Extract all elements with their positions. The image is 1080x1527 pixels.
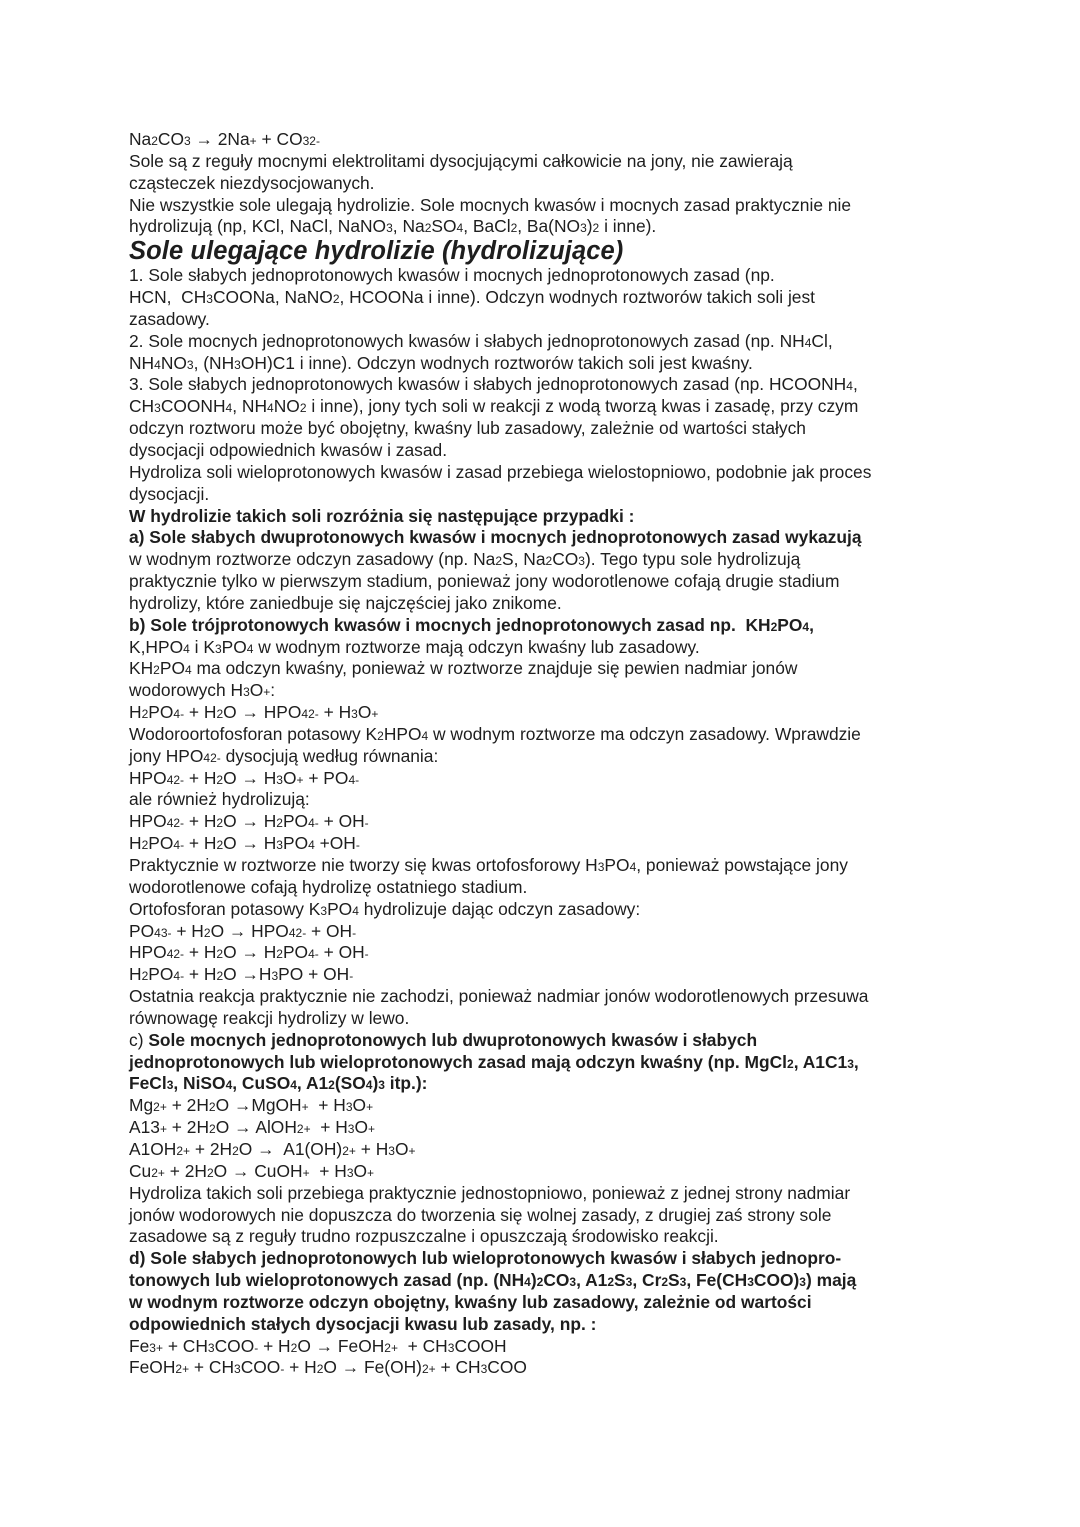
text-line: Cu2+ + 2H2O → CuOH+ + H3O+	[129, 1160, 375, 1181]
text-line: wodorotlenowe cofają hydrolizę ostatniego stadium.	[129, 876, 528, 897]
text-line: 1. Sole słabych jednoprotonowych kwasów i mocnych jednoprotonowych zasad (np.	[129, 265, 775, 286]
text-line: Praktycznie w roztworze nie tworzy się kwas ortofosforowy H3PO4, ponieważ powstające jony	[129, 855, 848, 875]
text-line: Ortofosforan potasowy K3PO4 hydrolizuje dając odczyn zasadowy:	[129, 898, 641, 919]
text-line: w wodnym roztworze odczyn zasadowy (np. Na2S, Na2CO3). Tego typu sole hydrolizują	[129, 549, 801, 570]
text-line: HPO42- + H2O → H3O+ + PO4-	[129, 767, 360, 788]
text-line: W hydrolizie takich soli rozróżnia się następujące przypadki :	[129, 505, 635, 526]
text-line: Mg2+ + 2H2O →MgOH+ + H3O+	[129, 1095, 374, 1116]
text-line: Sole są z reguły mocnymi elektrolitami dysocjującymi całkowicie na jony, nie zawierają	[129, 150, 793, 171]
document-body	[129, 129, 959, 1379]
text-line: dysocjacji odpowiednich kwasów i zasad.	[129, 439, 448, 460]
text-line: a) Sole słabych dwuprotonowych kwasów i mocnych jednoprotonowych zasad wykazują	[129, 527, 862, 548]
text-line: FeCl3, NiSO4, CuSO4, A12(SO4)3 itp.):	[129, 1073, 428, 1094]
text-line: praktycznie tylko w pierwszym stadium, ponieważ jony wodorotlenowe cofają drugie stadium	[129, 571, 840, 592]
text-line: b) Sole trójprotonowych kwasów i mocnych jednoprotonowych zasad np. KH2PO4,	[129, 614, 814, 635]
text-line: tonowych lub wieloprotonowych zasad (np. (NH4)2CO3, A12S3, Cr2S3, Fe(CH3COO)3) mają	[129, 1270, 857, 1291]
text-line: jonów wodorowych nie dopuszcza do tworzenia się wolnej zasady, z drugiej zaś strony sole	[129, 1204, 832, 1225]
text-line: 2. Sole mocnych jednoprotonowych kwasów i słabych jednoprotonowych zasad (np. NH4Cl,	[129, 330, 833, 351]
text-line: odpowiednich stałych dysocjacji kwasu lub zasady, np. :	[129, 1313, 597, 1334]
text-line: A13+ + 2H2O → AlOH2+ + H3O+	[129, 1117, 376, 1138]
text-line: HCN, CH3COONa, NaNO2, HCOONa i inne). Odczyn wodnych roztworów takich soli jest	[129, 287, 816, 308]
text-line: H2PO4- + H2O → H3PO4 +OH-	[129, 833, 360, 854]
text-line: jednoprotonowych lub wieloprotonowych zasad mają odczyn kwaśny (np. MgCl2, A1C13,	[129, 1051, 859, 1072]
text-line: Nie wszystkie sole ulegają hydrolizie. Sole mocnych kwasów i mocnych zasad praktycznie nie	[129, 194, 852, 215]
text-line: ale również hydrolizują:	[129, 789, 310, 810]
text-line: H2PO4- + H2O → HPO42- + H3O+	[129, 702, 379, 723]
text-line: Fe3+ + CH3COO- + H2O → FeOH2+ + CH3COOH	[129, 1335, 507, 1356]
text-line: Hydroliza soli wieloprotonowych kwasów i zasad przebiega wielostopniowo, podobnie jak proces	[129, 461, 872, 482]
text-line: wodorowych H3O+:	[129, 680, 276, 701]
text-line: hydrolizują (np, KCl, NaCl, NaNO3, Na2SO4, BaCl2, Ba(NO3)2 i inne).	[129, 216, 657, 237]
text-line: hydrolizy, które zaniedbuje się najczęściej jako znikome.	[129, 592, 562, 613]
text-line: CH3COONH4, NH4NO2 i inne), jony tych soli w reakcji z wodą tworzą kwas i zasadę, przy czym	[129, 396, 859, 417]
text-line: FeOH2+ + CH3COO- + H2O → Fe(OH)2+ + CH3COO	[129, 1357, 527, 1378]
text-line: H2PO4- + H2O →H3PO + OH-	[129, 964, 354, 985]
text-line: Na2CO3 → 2Na+ + CO32-	[129, 129, 320, 149]
text-line: Ostatnia reakcja praktycznie nie zachodzi, ponieważ nadmiar jonów wodorotlenowych przesuwa	[129, 986, 869, 1007]
text-line: HPO42- + H2O → H2PO4- + OH-	[129, 811, 369, 832]
text-line: cząsteczek niezdysocjowanych.	[129, 172, 375, 193]
text-line: dysocjacji.	[129, 483, 210, 504]
text-line: K,HPO4 i K3PO4 w wodnym roztworze mają odczyn kwaśny lub zasadowy.	[129, 636, 700, 657]
text-line: odczyn roztworu może być obojętny, kwaśny lub zasadowy, zależnie od wartości stałych	[129, 418, 806, 439]
text-line: A1OH2+ + 2H2O → A1(OH)2+ + H3O+	[129, 1138, 416, 1159]
text-line: równowagę reakcji hydrolizy w lewo.	[129, 1007, 410, 1028]
text-line: 3. Sole słabych jednoprotonowych kwasów i słabych jednoprotonowych zasad (np. HCOONH4,	[129, 374, 858, 395]
text-line: HPO42- + H2O → H2PO4- + OH-	[129, 942, 369, 963]
text-line: zasadowe są z reguły trudno rozpuszczalne i opuszczają środowisko reakcji.	[129, 1226, 719, 1247]
text-line: NH4NO3, (NH3OH)C1 i inne). Odczyn wodnych roztworów takich soli jest kwaśny.	[129, 352, 753, 373]
text-line: PO43- + H2O → HPO42- + OH-	[129, 920, 357, 941]
text-line: KH2PO4 ma odczyn kwaśny, ponieważ w roztworze znajduje się pewien nadmiar jonów	[129, 658, 798, 679]
text-line: Wodoroortofosforan potasowy K2HPO4 w wodnym roztworze ma odczyn zasadowy. Wprawdzie	[129, 723, 861, 744]
text-line: zasadowy.	[129, 308, 210, 329]
text-line: c) Sole mocnych jednoprotonowych lub dwuprotonowych kwasów i słabych	[129, 1029, 758, 1050]
text-line: jony HPO42- dysocjują według równania:	[129, 745, 439, 766]
text-line: w wodnym roztworze odczyn obojętny, kwaśny lub zasadowy, zależnie od wartości	[129, 1291, 812, 1312]
text-line: d) Sole słabych jednoprotonowych lub wieloprotonowych kwasów i słabych jednopro-	[129, 1248, 842, 1269]
section-heading: Sole ulegające hydrolizie (hydrolizujące)	[129, 237, 624, 266]
text-line: Hydroliza takich soli przebiega praktycznie jednostopniowo, ponieważ z jednej strony nadmiar	[129, 1182, 851, 1203]
